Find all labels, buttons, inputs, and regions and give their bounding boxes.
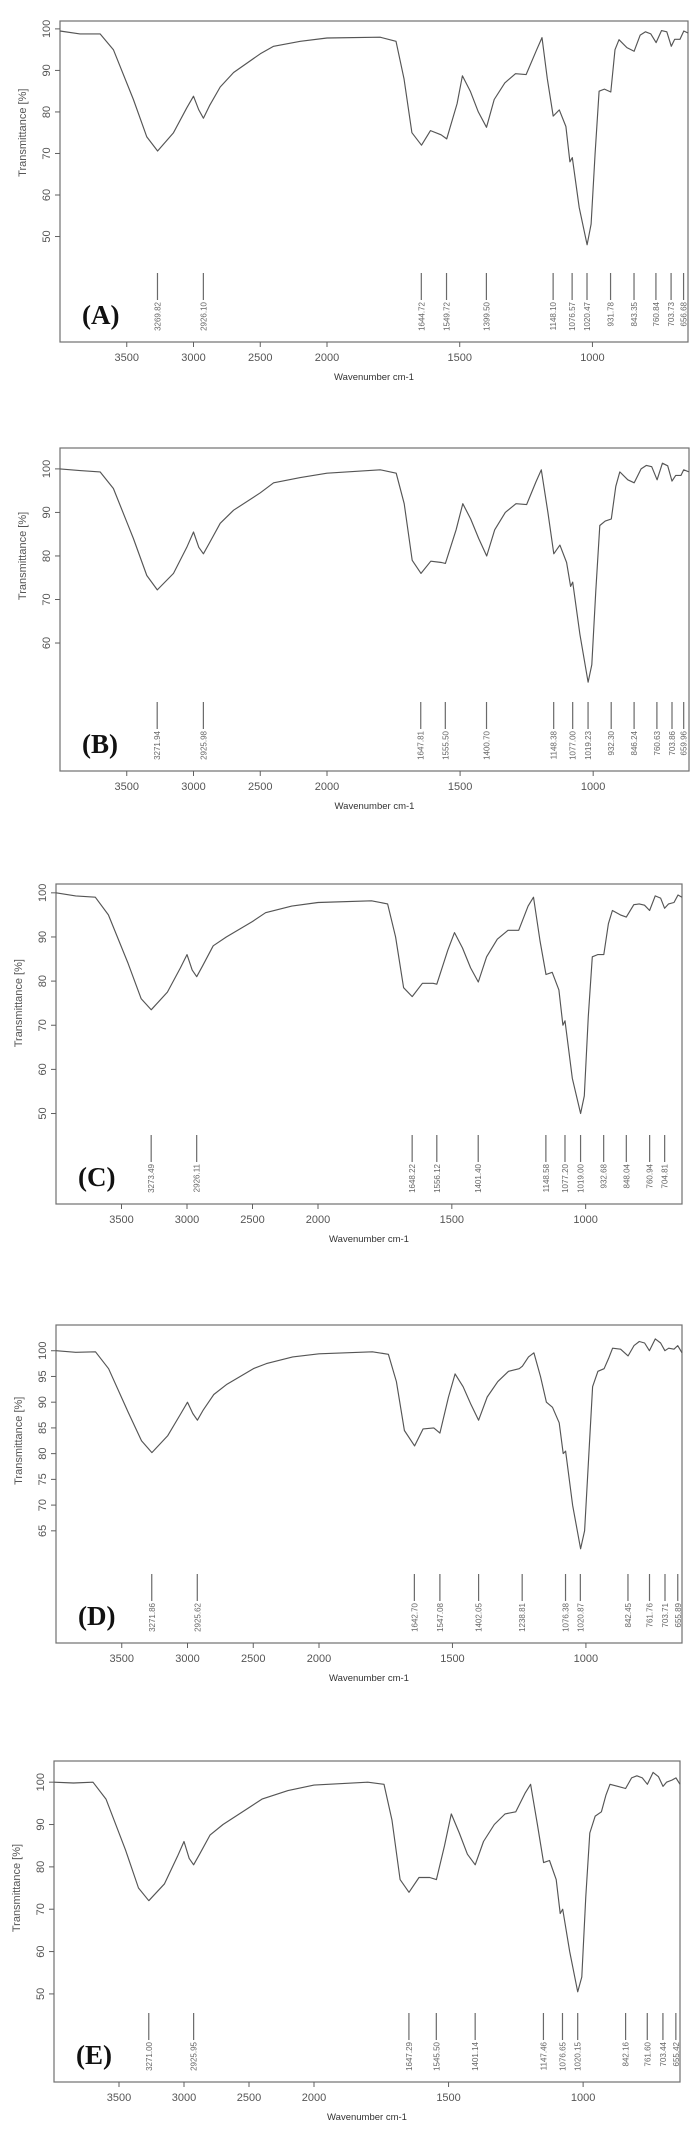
peak-label: 3271.86: [147, 1603, 157, 1632]
y-tick-label: 60: [41, 636, 53, 650]
y-tick-label: 50: [37, 1107, 49, 1120]
y-tick-label: 85: [37, 1421, 49, 1435]
y-tick-label: 80: [37, 1447, 49, 1460]
x-tick-label: 1500: [440, 1653, 465, 1665]
y-axis-label: Transmittance [%]: [11, 1843, 23, 1933]
y-tick-label: 65: [37, 1524, 49, 1537]
peak-label: 655.42: [671, 2042, 681, 2067]
peak-label: 3269.82: [153, 302, 163, 331]
x-tick-label: 1500: [447, 352, 472, 364]
y-tick-label: 70: [35, 1903, 47, 1916]
x-tick-label: 2000: [306, 1653, 332, 1665]
peak-label: 704.81: [660, 1164, 670, 1189]
x-tick-label: 2000: [314, 781, 340, 793]
peak-label: 1556.12: [432, 1164, 442, 1193]
plot-frame: [56, 884, 682, 1204]
x-tick-label: 3500: [114, 781, 139, 793]
x-tick-label: 1000: [570, 2092, 596, 2104]
spectrum-line: [56, 893, 682, 1114]
panel-label: (C): [78, 1162, 116, 1192]
x-tick-label: 3500: [109, 1653, 134, 1665]
x-axis-label: Wavenumber cm-1: [334, 801, 415, 812]
y-tick-label: 90: [37, 930, 49, 944]
peak-label: 3273.49: [147, 1164, 157, 1193]
y-tick-label: 60: [35, 1945, 47, 1958]
peak-label: 703.86: [668, 731, 678, 756]
spectrum-line: [60, 31, 688, 245]
peak-label: 1019.00: [576, 1164, 586, 1193]
peak-label: 1019.23: [584, 731, 594, 760]
peak-label: 1555.50: [441, 731, 451, 760]
peak-label: 1642.70: [410, 1603, 420, 1632]
peak-label: 1399.50: [482, 302, 492, 331]
x-tick-label: 1500: [447, 781, 473, 793]
peak-label: 1020.15: [573, 2042, 583, 2071]
y-tick-label: 90: [41, 506, 53, 519]
y-tick-label: 50: [35, 1987, 47, 2001]
y-tick-label: 80: [41, 549, 53, 563]
peak-label: 931.78: [606, 302, 616, 327]
x-tick-label: 1000: [580, 781, 606, 793]
peak-label: 1400.70: [482, 731, 492, 760]
plot-frame: [56, 1325, 682, 1643]
panel-label: (B): [82, 729, 118, 759]
y-tick-label: 100: [37, 1341, 49, 1360]
x-tick-label: 3000: [181, 352, 206, 364]
peak-label: 1148.58: [541, 1164, 551, 1193]
x-tick-label: 1500: [436, 2092, 461, 2104]
x-tick-label: 1500: [439, 1214, 465, 1226]
peak-label: 655.89: [673, 1603, 683, 1628]
plot-frame: [54, 1761, 680, 2082]
peak-label: 2926.10: [199, 302, 209, 331]
peak-label: 1549.72: [442, 302, 452, 331]
peak-label: 659.96: [679, 731, 689, 756]
peak-label: 2925.98: [199, 731, 209, 760]
y-tick-label: 80: [37, 974, 49, 988]
peak-label: 1644.72: [417, 302, 427, 331]
x-tick-label: 3500: [109, 1214, 134, 1226]
y-tick-label: 70: [41, 147, 53, 160]
peak-label: 1401.14: [471, 2042, 481, 2071]
spectrum-line: [54, 1772, 680, 1991]
x-tick-label: 3000: [181, 781, 206, 793]
x-axis-label: Wavenumber cm-1: [327, 2112, 407, 2123]
x-tick-label: 2000: [305, 1214, 331, 1226]
y-tick-label: 75: [37, 1473, 49, 1486]
peak-label: 1647.81: [416, 731, 426, 760]
y-axis-label: Transmittance [%]: [17, 88, 29, 177]
y-tick-label: 50: [41, 230, 53, 243]
y-tick-label: 60: [41, 188, 53, 202]
x-tick-label: 2000: [301, 2092, 327, 2104]
peak-label: 656.68: [679, 302, 689, 327]
peak-label: 1238.81: [518, 1603, 528, 1632]
x-tick-label: 1000: [580, 352, 605, 364]
x-axis-label: Wavenumber cm-1: [334, 372, 414, 383]
spectrum-panel-c: [13, 884, 682, 1245]
y-tick-label: 70: [41, 593, 53, 606]
peak-label: 1547.08: [435, 1603, 445, 1632]
peak-label: 760.63: [652, 731, 662, 756]
x-tick-label: 2000: [314, 352, 340, 364]
peak-label: 703.71: [660, 1603, 670, 1628]
x-tick-label: 3000: [175, 1653, 200, 1665]
spectrum-panel-a: [17, 20, 689, 383]
x-tick-label: 3000: [171, 2092, 197, 2104]
x-tick-label: 3500: [106, 2092, 132, 2104]
peak-label: 2925.95: [189, 2042, 199, 2071]
peak-label: 1148.38: [549, 731, 559, 760]
peak-label: 1020.87: [576, 1603, 586, 1632]
x-tick-label: 2500: [241, 1653, 266, 1665]
peak-label: 1077.20: [560, 1164, 570, 1193]
peak-label: 932.30: [607, 731, 617, 756]
peak-label: 3271.00: [144, 2042, 154, 2071]
x-axis-label: Wavenumber cm-1: [329, 1673, 409, 1684]
peak-label: 1402.05: [474, 1603, 484, 1632]
panel-label: (E): [76, 2040, 112, 2070]
spectrum-panel-b: [17, 448, 689, 812]
peak-label: 761.60: [643, 2042, 653, 2067]
panel-label: (A): [82, 300, 120, 330]
spectrum-line: [60, 463, 689, 682]
peak-label: 932.68: [599, 1164, 609, 1189]
peak-label: 2926.11: [192, 1164, 202, 1193]
y-axis-label: Transmittance [%]: [13, 1396, 25, 1485]
y-tick-label: 90: [41, 64, 53, 77]
peak-label: 3271.94: [153, 731, 163, 760]
y-tick-label: 70: [37, 1498, 49, 1512]
x-tick-label: 2500: [240, 1214, 265, 1226]
peak-label: 1545.50: [432, 2042, 442, 2071]
peak-label: 1147.46: [539, 2042, 549, 2071]
peak-label: 703.44: [658, 2042, 668, 2067]
peak-label: 1401.40: [474, 1164, 484, 1193]
y-tick-label: 95: [37, 1370, 49, 1383]
peak-label: 1076.38: [561, 1603, 571, 1632]
spectrum-panel-e: [11, 1761, 681, 2123]
panel-label: (D): [78, 1601, 116, 1631]
peak-label: 848.04: [622, 1164, 632, 1189]
y-tick-label: 100: [35, 1772, 47, 1792]
peak-label: 2925.62: [193, 1603, 203, 1632]
y-axis-label: Transmittance [%]: [13, 959, 25, 1048]
y-tick-label: 70: [37, 1019, 49, 1032]
y-tick-label: 100: [41, 459, 53, 479]
y-tick-label: 90: [35, 1818, 47, 1831]
x-axis-label: Wavenumber cm-1: [329, 1234, 409, 1245]
y-axis-label: Transmittance [%]: [17, 511, 29, 601]
spectrum-line: [56, 1339, 682, 1549]
peak-label: 843.35: [630, 302, 640, 327]
peak-label: 1020.47: [583, 302, 593, 331]
peak-label: 842.16: [621, 2042, 631, 2067]
y-tick-label: 100: [41, 19, 53, 39]
peak-label: 842.45: [623, 1603, 633, 1628]
peak-label: 760.94: [645, 1164, 655, 1189]
y-tick-label: 60: [37, 1063, 49, 1076]
x-tick-label: 3500: [114, 352, 139, 364]
x-tick-label: 3000: [174, 1214, 200, 1226]
y-tick-label: 100: [37, 883, 49, 903]
peak-label: 1148.10: [549, 302, 559, 331]
peak-label: 846.24: [630, 731, 640, 756]
peak-label: 760.84: [651, 302, 661, 327]
peak-label: 1648.22: [408, 1164, 418, 1193]
spectrum-panel-d: [13, 1325, 683, 1684]
peak-label: 1647.29: [404, 2042, 414, 2071]
peak-label: 1076.65: [558, 2042, 568, 2071]
x-tick-label: 2500: [248, 781, 273, 793]
y-tick-label: 80: [35, 1860, 47, 1873]
x-tick-label: 1000: [573, 1214, 598, 1226]
peak-label: 703.73: [667, 302, 677, 327]
x-tick-label: 1000: [573, 1653, 599, 1665]
y-tick-label: 80: [41, 105, 53, 119]
x-tick-label: 2500: [248, 352, 273, 364]
y-tick-label: 90: [37, 1396, 49, 1409]
x-tick-label: 2500: [236, 2092, 262, 2104]
peak-label: 1076.57: [568, 302, 578, 331]
peak-label: 1077.00: [568, 731, 578, 760]
peak-label: 761.76: [645, 1603, 655, 1628]
